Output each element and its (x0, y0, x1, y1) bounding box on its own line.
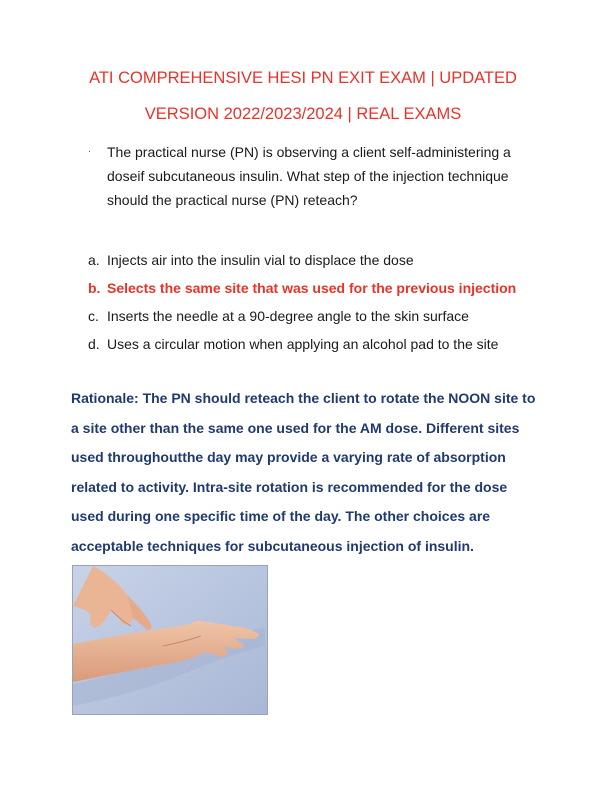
option-d (88, 330, 568, 358)
option-c (88, 302, 568, 330)
option-letter: a. (88, 252, 100, 268)
option-letter: b. (88, 280, 101, 296)
title-line-1: ATI COMPREHENSIVE HESI PN EXIT EXAM | UPDATED (89, 69, 517, 87)
bullet-icon: · (88, 146, 91, 156)
hand-photo-illustration (73, 566, 268, 715)
option-text: Uses a circular motion when applying an alcohol pad to the site (107, 336, 499, 352)
document-title (40, 60, 566, 132)
option-text: Injects air into the insulin vial to displace the dose (107, 252, 414, 268)
question-block (88, 140, 518, 212)
rationale-text: Rationale: The PN should reteach the client to rotate the NOON site to a site other than the same one used for the AM dose. Different sites used throughoutthe day may provide a varying rate of absorption related to activity. Intra-site rotation is recommended for the dose used during one specific time of the day. The other choices are acceptable techniques for subcutaneous injection of insulin. (71, 390, 536, 554)
option-text: Selects the same site that was used for the previous injection (107, 280, 517, 296)
option-letter: c. (88, 308, 99, 324)
injection-site-photo (72, 565, 268, 715)
option-b-correct (88, 274, 568, 302)
option-a (88, 246, 568, 274)
title-line-2: VERSION 2022/2023/2024 | REAL EXAMS (144, 105, 462, 123)
option-text: Inserts the needle at a 90-degree angle to the skin surface (107, 308, 469, 324)
answer-options (88, 246, 568, 358)
option-letter: d. (88, 336, 100, 352)
question-text: The practical nurse (PN) is observing a client self-administering a doseif subcutaneous insulin. What step of the injection technique should the practical nurse (PN) reteach? (107, 144, 511, 208)
